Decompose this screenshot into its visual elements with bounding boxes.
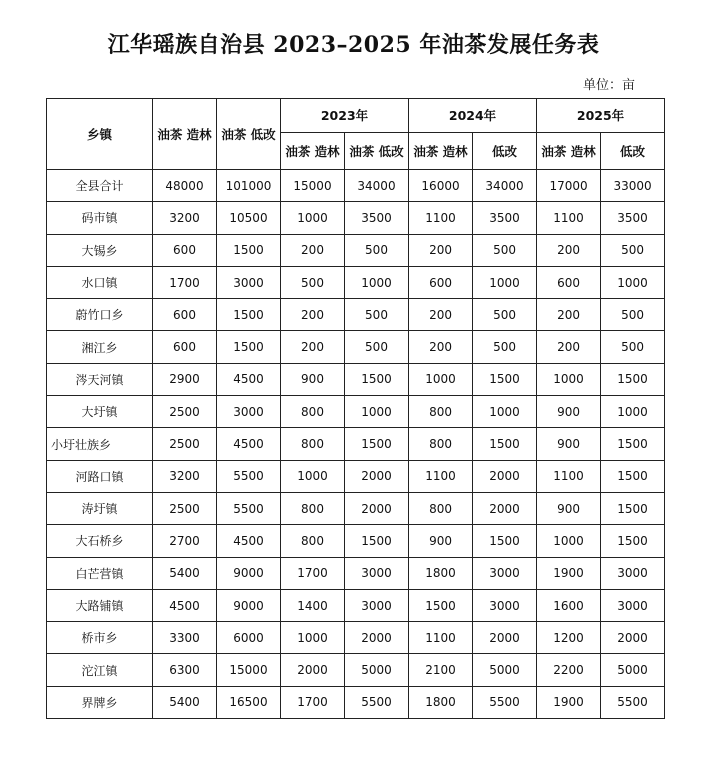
value-cell: 200 bbox=[537, 331, 601, 363]
value-cell: 1800 bbox=[409, 686, 473, 718]
value-cell: 500 bbox=[601, 299, 665, 331]
value-cell: 1000 bbox=[601, 266, 665, 298]
value-cell: 5000 bbox=[601, 654, 665, 686]
value-cell: 1100 bbox=[409, 460, 473, 492]
table-row bbox=[47, 557, 665, 589]
value-cell: 1500 bbox=[217, 234, 281, 266]
town-cell: 湘江乡 bbox=[47, 331, 153, 363]
page-title: 江华瑶族自治县 2023–2025 年油茶发展任务表 bbox=[107, 32, 600, 58]
value-cell: 2000 bbox=[473, 492, 537, 524]
value-cell: 800 bbox=[281, 525, 345, 557]
value-cell: 800 bbox=[281, 428, 345, 460]
value-cell: 5400 bbox=[153, 557, 217, 589]
value-cell: 1100 bbox=[409, 622, 473, 654]
value-cell: 1000 bbox=[281, 622, 345, 654]
header-2023-plant: 油茶 造林 bbox=[281, 133, 345, 170]
town-cell: 全县合计 bbox=[47, 170, 153, 202]
value-cell: 1500 bbox=[601, 428, 665, 460]
value-cell: 2500 bbox=[153, 428, 217, 460]
value-cell: 200 bbox=[281, 299, 345, 331]
value-cell: 500 bbox=[473, 234, 537, 266]
value-cell: 1500 bbox=[601, 492, 665, 524]
value-cell: 15000 bbox=[281, 170, 345, 202]
table-row bbox=[47, 396, 665, 428]
value-cell: 3000 bbox=[345, 589, 409, 621]
town-cell: 蔚竹口乡 bbox=[47, 299, 153, 331]
table-row bbox=[47, 460, 665, 492]
table-row bbox=[47, 363, 665, 395]
town-cell: 大锡乡 bbox=[47, 234, 153, 266]
value-cell: 3200 bbox=[153, 202, 217, 234]
value-cell: 16500 bbox=[217, 686, 281, 718]
value-cell: 1000 bbox=[537, 525, 601, 557]
value-cell: 1500 bbox=[601, 525, 665, 557]
town-cell: 大石桥乡 bbox=[47, 525, 153, 557]
value-cell: 101000 bbox=[217, 170, 281, 202]
value-cell: 900 bbox=[537, 492, 601, 524]
table-row bbox=[47, 299, 665, 331]
value-cell: 1000 bbox=[281, 460, 345, 492]
table-row bbox=[47, 492, 665, 524]
value-cell: 500 bbox=[345, 331, 409, 363]
value-cell: 1100 bbox=[537, 460, 601, 492]
value-cell: 2000 bbox=[281, 654, 345, 686]
header-2025-low: 低改 bbox=[601, 133, 665, 170]
value-cell: 800 bbox=[409, 396, 473, 428]
header-year-2023: 2023年 bbox=[281, 99, 409, 133]
value-cell: 500 bbox=[601, 234, 665, 266]
town-cell: 码市镇 bbox=[47, 202, 153, 234]
value-cell: 2000 bbox=[345, 492, 409, 524]
town-cell: 涛圩镇 bbox=[47, 492, 153, 524]
value-cell: 3000 bbox=[217, 396, 281, 428]
value-cell: 3000 bbox=[473, 589, 537, 621]
value-cell: 900 bbox=[281, 363, 345, 395]
town-cell: 桥市乡 bbox=[47, 622, 153, 654]
value-cell: 5500 bbox=[473, 686, 537, 718]
value-cell: 3300 bbox=[153, 622, 217, 654]
header-low-total: 油茶 低改 bbox=[217, 99, 281, 170]
value-cell: 2000 bbox=[473, 460, 537, 492]
table-row bbox=[47, 622, 665, 654]
value-cell: 3200 bbox=[153, 460, 217, 492]
value-cell: 1000 bbox=[345, 396, 409, 428]
value-cell: 2900 bbox=[153, 363, 217, 395]
value-cell: 1100 bbox=[409, 202, 473, 234]
value-cell: 1500 bbox=[345, 525, 409, 557]
value-cell: 2000 bbox=[473, 622, 537, 654]
town-cell: 白芒营镇 bbox=[47, 557, 153, 589]
value-cell: 1900 bbox=[537, 686, 601, 718]
value-cell: 200 bbox=[409, 299, 473, 331]
value-cell: 600 bbox=[153, 299, 217, 331]
task-table bbox=[46, 98, 665, 719]
value-cell: 3500 bbox=[345, 202, 409, 234]
value-cell: 5000 bbox=[473, 654, 537, 686]
town-cell: 沱江镇 bbox=[47, 654, 153, 686]
value-cell: 5000 bbox=[345, 654, 409, 686]
value-cell: 6300 bbox=[153, 654, 217, 686]
value-cell: 17000 bbox=[537, 170, 601, 202]
value-cell: 1000 bbox=[473, 266, 537, 298]
value-cell: 4500 bbox=[217, 525, 281, 557]
value-cell: 1500 bbox=[345, 428, 409, 460]
header-2023-low: 油茶 低改 bbox=[345, 133, 409, 170]
table-row bbox=[47, 525, 665, 557]
value-cell: 1400 bbox=[281, 589, 345, 621]
value-cell: 2500 bbox=[153, 492, 217, 524]
value-cell: 1500 bbox=[217, 299, 281, 331]
value-cell: 2200 bbox=[537, 654, 601, 686]
value-cell: 1500 bbox=[473, 428, 537, 460]
value-cell: 200 bbox=[409, 331, 473, 363]
value-cell: 3000 bbox=[217, 266, 281, 298]
value-cell: 1000 bbox=[409, 363, 473, 395]
value-cell: 2100 bbox=[409, 654, 473, 686]
table-row bbox=[47, 202, 665, 234]
value-cell: 34000 bbox=[345, 170, 409, 202]
value-cell: 1800 bbox=[409, 557, 473, 589]
table-row bbox=[47, 266, 665, 298]
value-cell: 200 bbox=[537, 299, 601, 331]
value-cell: 1600 bbox=[537, 589, 601, 621]
value-cell: 800 bbox=[409, 428, 473, 460]
value-cell: 200 bbox=[281, 234, 345, 266]
value-cell: 3000 bbox=[345, 557, 409, 589]
town-cell: 涔天河镇 bbox=[47, 363, 153, 395]
value-cell: 5500 bbox=[345, 686, 409, 718]
value-cell: 1500 bbox=[473, 363, 537, 395]
value-cell: 1900 bbox=[537, 557, 601, 589]
value-cell: 48000 bbox=[153, 170, 217, 202]
value-cell: 34000 bbox=[473, 170, 537, 202]
value-cell: 1200 bbox=[537, 622, 601, 654]
value-cell: 500 bbox=[473, 331, 537, 363]
value-cell: 1700 bbox=[281, 557, 345, 589]
value-cell: 10500 bbox=[217, 202, 281, 234]
value-cell: 6000 bbox=[217, 622, 281, 654]
value-cell: 3000 bbox=[601, 557, 665, 589]
value-cell: 200 bbox=[537, 234, 601, 266]
value-cell: 800 bbox=[281, 396, 345, 428]
value-cell: 600 bbox=[153, 331, 217, 363]
value-cell: 4500 bbox=[153, 589, 217, 621]
town-cell: 大路铺镇 bbox=[47, 589, 153, 621]
value-cell: 1500 bbox=[473, 525, 537, 557]
value-cell: 4500 bbox=[217, 363, 281, 395]
value-cell: 2500 bbox=[153, 396, 217, 428]
value-cell: 900 bbox=[409, 525, 473, 557]
value-cell: 200 bbox=[409, 234, 473, 266]
value-cell: 3000 bbox=[473, 557, 537, 589]
value-cell: 2700 bbox=[153, 525, 217, 557]
value-cell: 200 bbox=[281, 331, 345, 363]
value-cell: 800 bbox=[409, 492, 473, 524]
value-cell: 5400 bbox=[153, 686, 217, 718]
value-cell: 500 bbox=[345, 234, 409, 266]
value-cell: 500 bbox=[601, 331, 665, 363]
value-cell: 3500 bbox=[473, 202, 537, 234]
header-town: 乡镇 bbox=[47, 99, 153, 170]
value-cell: 1000 bbox=[601, 396, 665, 428]
value-cell: 900 bbox=[537, 428, 601, 460]
town-cell: 水口镇 bbox=[47, 266, 153, 298]
table-row bbox=[47, 331, 665, 363]
value-cell: 9000 bbox=[217, 557, 281, 589]
table-row bbox=[47, 428, 665, 460]
value-cell: 1700 bbox=[281, 686, 345, 718]
value-cell: 9000 bbox=[217, 589, 281, 621]
value-cell: 33000 bbox=[601, 170, 665, 202]
value-cell: 3500 bbox=[601, 202, 665, 234]
value-cell: 1500 bbox=[601, 363, 665, 395]
value-cell: 600 bbox=[409, 266, 473, 298]
value-cell: 600 bbox=[153, 234, 217, 266]
value-cell: 2000 bbox=[345, 460, 409, 492]
value-cell: 1500 bbox=[601, 460, 665, 492]
header-plant-total: 油茶 造林 bbox=[153, 99, 217, 170]
value-cell: 5500 bbox=[601, 686, 665, 718]
value-cell: 1100 bbox=[537, 202, 601, 234]
header-2025-plant: 油茶 造林 bbox=[537, 133, 601, 170]
header-year-2024: 2024年 bbox=[409, 99, 537, 133]
value-cell: 500 bbox=[473, 299, 537, 331]
value-cell: 16000 bbox=[409, 170, 473, 202]
town-cell: 河路口镇 bbox=[47, 460, 153, 492]
value-cell: 600 bbox=[537, 266, 601, 298]
header-2024-low: 低改 bbox=[473, 133, 537, 170]
value-cell: 4500 bbox=[217, 428, 281, 460]
header-year-2025: 2025年 bbox=[537, 99, 665, 133]
value-cell: 5500 bbox=[217, 460, 281, 492]
table-row bbox=[47, 170, 665, 202]
value-cell: 2000 bbox=[345, 622, 409, 654]
table-row bbox=[47, 686, 665, 718]
table-row bbox=[47, 589, 665, 621]
value-cell: 1000 bbox=[281, 202, 345, 234]
value-cell: 1000 bbox=[473, 396, 537, 428]
value-cell: 1700 bbox=[153, 266, 217, 298]
value-cell: 1500 bbox=[345, 363, 409, 395]
header-2024-plant: 油茶 造林 bbox=[409, 133, 473, 170]
value-cell: 800 bbox=[281, 492, 345, 524]
table-row bbox=[47, 654, 665, 686]
table-row bbox=[47, 234, 665, 266]
value-cell: 500 bbox=[281, 266, 345, 298]
value-cell: 900 bbox=[537, 396, 601, 428]
value-cell: 1000 bbox=[345, 266, 409, 298]
value-cell: 3000 bbox=[601, 589, 665, 621]
value-cell: 500 bbox=[345, 299, 409, 331]
value-cell: 5500 bbox=[217, 492, 281, 524]
value-cell: 1500 bbox=[217, 331, 281, 363]
value-cell: 15000 bbox=[217, 654, 281, 686]
unit-label: 单位：亩 bbox=[582, 78, 635, 93]
value-cell: 1500 bbox=[409, 589, 473, 621]
value-cell: 1000 bbox=[537, 363, 601, 395]
town-cell: 大圩镇 bbox=[47, 396, 153, 428]
town-cell: 界牌乡 bbox=[47, 686, 153, 718]
town-cell: 小圩壮族乡 bbox=[47, 428, 153, 460]
value-cell: 2000 bbox=[601, 622, 665, 654]
